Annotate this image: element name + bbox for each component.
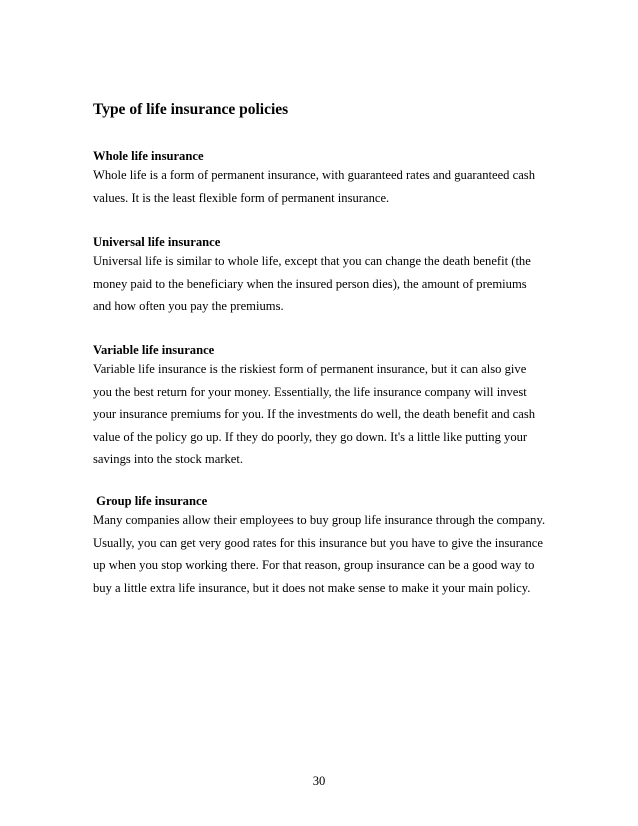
section-paragraph: [93, 358, 563, 471]
page-number: 30: [312, 774, 326, 788]
paragraph-line: money paid to the beneficiary when the insured person dies), the amount of premiums: [93, 276, 527, 291]
section-paragraph: [93, 250, 563, 318]
paragraph-line: Many companies allow their employees to buy group life insurance through the company.: [93, 513, 546, 527]
section-paragraph: [93, 509, 563, 599]
paragraph-line: savings into the stock market.: [93, 452, 244, 467]
paragraph-line: your insurance premiums for you. If the investments do well, the death benefit and cash: [93, 407, 536, 422]
paragraph-line: and how often you pay the premiums.: [93, 299, 284, 314]
section-universal-life: [93, 234, 563, 318]
paragraph-line: buy a little extra life insurance, but it does not make sense to make it your main policy.: [93, 580, 531, 595]
paragraph-line: Universal life is similar to whole life, except that you can change the death benefit (the: [93, 254, 531, 268]
paragraph-line: Usually, you can get very good rates for this insurance but you have to give the insurance: [93, 535, 543, 550]
section-variable-life: [93, 342, 563, 471]
section-group-life: [93, 493, 563, 599]
paragraph-line: values. It is the least flexible form of permanent insurance.: [93, 190, 390, 205]
paragraph-line: value of the policy go up. If they do poorly, they go down. It's a little like putting your: [93, 429, 528, 444]
section-whole-life: [93, 148, 563, 209]
paragraph-line: you the best return for your money. Essentially, the life insurance company will invest: [93, 384, 527, 399]
section-heading: Universal life insurance: [93, 235, 221, 249]
paragraph-line: Variable life insurance is the riskiest form of permanent insurance, but it can also give: [93, 362, 527, 376]
paragraph-line: up when you stop working there. For that reason, group insurance can be a good way to: [93, 558, 535, 573]
section-heading: Variable life insurance: [93, 343, 215, 357]
section-paragraph: [93, 164, 563, 209]
page-title: Type of life insurance policies: [93, 101, 289, 118]
section-heading: Group life insurance: [93, 494, 208, 508]
paragraph-line: Whole life is a form of permanent insurance, with guaranteed rates and guaranteed cash: [93, 168, 535, 182]
section-heading: Whole life insurance: [93, 149, 204, 163]
